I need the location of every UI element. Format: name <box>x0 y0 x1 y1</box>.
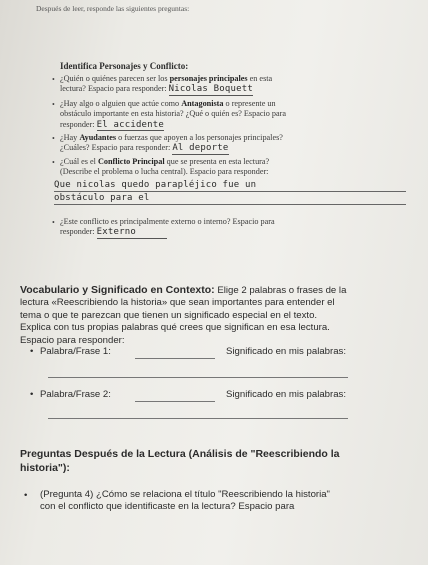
question-conflict-type <box>60 217 405 239</box>
word1-meaning-line[interactable] <box>48 377 348 378</box>
word2-label: Palabra/Frase 2: <box>40 389 111 400</box>
section3-title-line1: Preguntas Después de la Lectura (Análisis de "Reescribiendo la <box>20 448 340 460</box>
q2-text-pre: ¿Hay algo o alguien que actúe como <box>60 99 182 108</box>
q1-text-pre: ¿Quién o quiénes parecen ser los <box>60 74 170 83</box>
q2-text-bold: Antagonista <box>181 99 224 108</box>
q1-text-post: en esta <box>247 74 273 83</box>
bullet: • <box>52 134 55 143</box>
question-conflict <box>60 157 405 178</box>
bullet: • <box>30 346 34 357</box>
word1-label: Palabra/Frase 1: <box>40 346 111 357</box>
word1-answer-line[interactable] <box>135 358 215 359</box>
section1-title: Identifica Personajes y Conflicto: <box>60 61 189 71</box>
q4-answer-line2[interactable]: obstáculo para el <box>54 193 406 205</box>
section2-intro3: tema o que te parezcan que tienen un significado especial en el texto. <box>20 309 318 321</box>
q4-text-pre: ¿Cuál es el <box>60 157 98 166</box>
section2-intro5: Espacio para responder: <box>20 334 125 346</box>
bullet: • <box>30 389 34 400</box>
q5-text-line2: responder: <box>60 227 95 237</box>
section3-q-line2: con el conflicto que identificaste en la lectura? Espacio para <box>40 501 295 513</box>
q5-answer[interactable]: Externo <box>97 227 167 238</box>
q2-text-line2: obstáculo importante en esta historia? ¿Qué o quién es? Espacio para <box>60 109 286 119</box>
q1-text-bold: personajes principales <box>169 74 248 83</box>
section2-intro4: Explica con tus propias palabras qué crees que significan en esa lectura. <box>20 322 330 334</box>
bullet: • <box>24 490 28 501</box>
q2-text-line3: responder: <box>60 119 95 129</box>
q3-text-post: o fuerzas que apoyen a los personajes principales? <box>116 133 283 142</box>
bullet: • <box>52 218 55 227</box>
q4-text-line2: (Describe el problema o lucha central). Espacio para responder: <box>60 167 269 177</box>
section2-block <box>20 284 420 347</box>
q3-text-line2: ¿Cuáles? Espacio para responder: <box>60 143 171 153</box>
question-characters <box>60 74 390 96</box>
instructions-line: Después de leer, responde las siguientes preguntas: <box>36 4 190 13</box>
q3-text-pre: ¿Hay <box>60 133 80 142</box>
q4-text-bold: Conflicto Principal <box>97 157 165 166</box>
question-helpers <box>60 133 400 155</box>
q2-answer[interactable]: El accidente <box>96 119 165 130</box>
q1-text-line2: lectura? Espacio para responder: <box>60 84 167 94</box>
word2-answer-line[interactable] <box>135 401 215 402</box>
section3-title-line2: historia"): <box>20 462 70 474</box>
question-title-relation <box>40 489 425 514</box>
section2-intro2: lectura «Reescribiendo la historia» que sean importantes para entender el <box>20 297 335 309</box>
bullet: • <box>52 100 55 109</box>
q3-text-bold: Ayudantes <box>79 133 117 142</box>
q2-text-post: o represente un <box>223 99 276 108</box>
section3-title <box>20 447 420 475</box>
q4-answer-line1[interactable]: Que nicolas quedo parapléjico fue un <box>54 180 406 192</box>
question-antagonist <box>60 99 390 131</box>
section2-intro1: Elige 2 palabras o frases de la <box>214 285 347 296</box>
q3-answer[interactable]: Al deporte <box>172 143 229 154</box>
q1-answer[interactable]: Nicolas Boquett <box>168 84 253 95</box>
q4-text-post: que se presenta en esta lectura? <box>164 157 270 166</box>
word2-meaning-line[interactable] <box>48 418 348 419</box>
q5-text-line1: ¿Este conflicto es principalmente externo o interno? Espacio para <box>60 217 275 226</box>
section3-q-line1: (Pregunta 4) ¿Cómo se relaciona el título "Reescribiendo la historia" <box>40 489 330 500</box>
bullet: • <box>52 158 55 167</box>
word1-meaning-label: Significado en mis palabras: <box>226 346 346 357</box>
word2-meaning-label: Significado en mis palabras: <box>226 389 346 400</box>
bullet: • <box>52 75 55 84</box>
section2-title: Vocabulario y Significado en Contexto: <box>20 284 215 296</box>
